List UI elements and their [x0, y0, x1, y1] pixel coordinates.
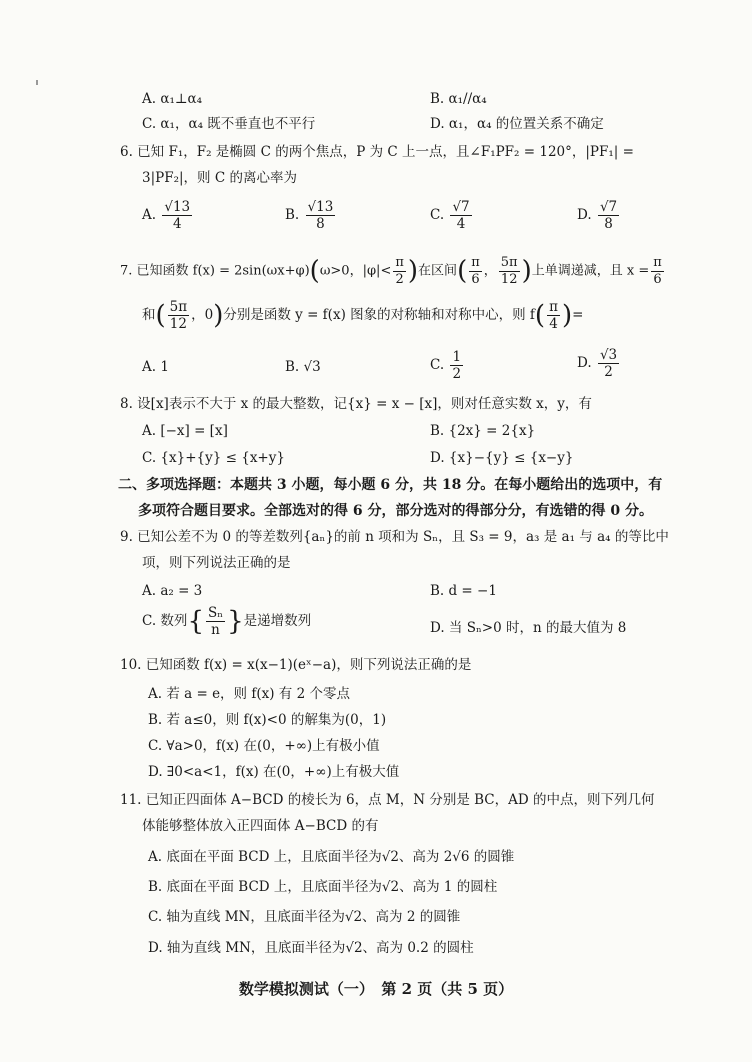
q6-option-a[interactable]: A. $\frac{√13}{4}$: [142, 199, 191, 233]
q11-stem-line1: 11. 已知正四面体 A−BCD 的棱长为 6，点 M，N 分别是 BC，AD 的中点，则下列几何: [120, 792, 655, 808]
q9-option-b[interactable]: B. d = −1: [430, 583, 497, 599]
q8-option-b[interactable]: B. {2x} = 2{x}: [430, 423, 536, 439]
q11-option-d[interactable]: D. 轴为直线 MN，且底面半径为√2、高为 0.2 的圆柱: [148, 940, 474, 956]
scan-edge-mark: [36, 80, 38, 85]
q7-option-d[interactable]: D. $\frac{√3}{2}$: [577, 347, 618, 381]
q7-stem-line1: 7. 已知函数 f(x) = 2sin(ωx+φ)(ω>0，|φ|< $\frac{\pi}{2}$ )在区间( $\frac{\pi}{6}$ ， $\frac{5\pi}{12}$ )上单调递减，且 x = $\frac{\pi}{6}$: [120, 255, 662, 287]
q7-option-a[interactable]: A. 1: [142, 359, 169, 375]
q10-stem: 10. 已知函数 f(x) = x(x−1)(eˣ−a)，则下列说法正确的是: [120, 657, 472, 673]
q9-option-c[interactable]: C. 数列{ $\frac{\text{Sₙ}}{n}$ }是递增数列: [142, 605, 312, 639]
page-footer: 数学模拟测试（一） 第 2 页（共 5 页）: [238, 980, 514, 998]
q5-option-c[interactable]: C. α₁，α₄ 既不垂直也不平行: [142, 116, 316, 132]
q5-option-d[interactable]: D. α₁，α₄ 的位置关系不确定: [430, 116, 604, 132]
q6-b-fraction: $\frac{√13}{8}$: [307, 199, 334, 233]
q11-option-b[interactable]: B. 底面在平面 BCD 上，且底面半径为√2、高为 1 的圆柱: [148, 879, 498, 895]
q6-option-b[interactable]: B. $\frac{√13}{8}$: [285, 199, 334, 233]
q10-option-a[interactable]: A. 若 a = e，则 f(x) 有 2 个零点: [148, 686, 350, 702]
q11-stem-line2: 体能够整体放入正四面体 A−BCD 的有: [142, 818, 379, 834]
q9-stem-line1: 9. 已知公差不为 0 的等差数列{aₙ}的前 n 项和为 Sₙ，且 S₃ = 9，a₃ 是 a₁ 与 a₄ 的等比中: [120, 529, 669, 545]
q8-option-a[interactable]: A. [−x] = [x]: [142, 423, 228, 439]
q7-stem-line2: 和( $\frac{5\pi}{12}$ ，0)分别是函数 y = f(x) 图象的对称轴和对称中心，则 f( $\frac{\pi}{4}$ )=: [142, 299, 584, 333]
q6-stem-line2: 3|PF₂|，则 C 的离心率为: [142, 170, 297, 186]
q6-c-fraction: $\frac{√7}{4}$: [452, 199, 470, 233]
q9-option-d[interactable]: D. 当 Sₙ>0 时，n 的最大值为 8: [430, 620, 627, 636]
section2-heading-line1: 二、多项选择题：本题共 3 小题，每小题 6 分，共 18 分。在每小题给出的选项中，有: [118, 477, 663, 493]
q6-a-fraction: $\frac{√13}{4}$: [164, 199, 191, 233]
q8-stem: 8. 设[x]表示不大于 x 的最大整数，记{x} = x − [x]，则对任意实数 x，y，有: [120, 396, 592, 412]
q7-option-b[interactable]: B. √3: [285, 359, 321, 375]
q10-option-c[interactable]: C. ∀a>0，f(x) 在(0，+∞)上有极小值: [148, 738, 380, 754]
q5-option-a[interactable]: A. α₁⊥α₄: [142, 91, 203, 107]
q11-option-a[interactable]: A. 底面在平面 BCD 上，且底面半径为√2、高为 2√6 的圆锥: [148, 849, 515, 865]
q8-option-c[interactable]: C. {x}+{y} ≤ {x+y}: [142, 450, 285, 466]
q6-option-c[interactable]: C. $\frac{√7}{4}$: [430, 199, 470, 233]
q9-option-a[interactable]: A. a₂ = 3: [142, 583, 203, 599]
q6-stem-line1: 6. 已知 F₁，F₂ 是椭圆 C 的两个焦点，P 为 C 上一点，且∠F₁PF₂ = 120°，|PF₁| =: [120, 144, 634, 160]
q6-option-d[interactable]: D. $\frac{√7}{8}$: [577, 199, 618, 233]
q10-option-b[interactable]: B. 若 a≤0，则 f(x)<0 的解集为(0，1): [148, 712, 387, 728]
q8-option-d[interactable]: D. {x}−{y} ≤ {x−y}: [430, 450, 574, 466]
q5-option-b[interactable]: B. α₁//α₄: [430, 91, 487, 107]
q7-option-c[interactable]: C. $\frac{1}{2}$: [430, 349, 462, 383]
q6-d-fraction: $\frac{√7}{8}$: [599, 199, 618, 233]
q11-option-c[interactable]: C. 轴为直线 MN，且底面半径为√2、高为 2 的圆锥: [148, 909, 461, 925]
section2-heading-line2: 多项符合题目要求。全部选对的得 6 分，部分选对的得部分分，有选错的得 0 分。: [138, 503, 653, 519]
q10-option-d[interactable]: D. ∃0<a<1，f(x) 在(0，+∞)上有极大值: [148, 764, 400, 780]
q9-stem-line2: 项，则下列说法正确的是: [142, 555, 291, 571]
